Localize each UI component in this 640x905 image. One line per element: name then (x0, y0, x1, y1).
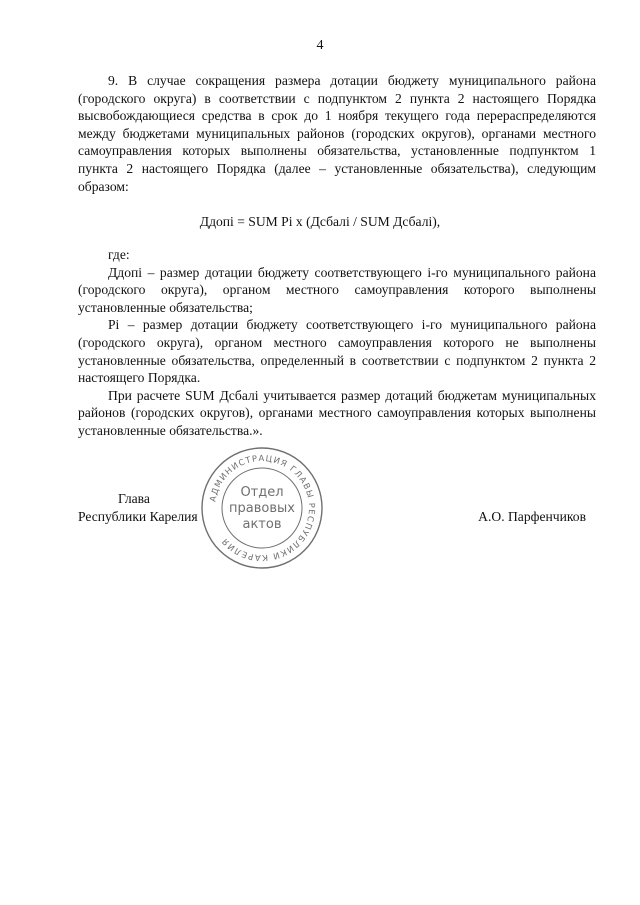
signature-organization: Республики Карелия (78, 509, 198, 524)
stamp-line-1: Отдел (240, 485, 284, 500)
signature-title: Глава (118, 491, 150, 506)
official-stamp (198, 444, 326, 572)
formula: Ддопi = SUM Pi x (Дсбалi / SUM Дсбалi), (199, 214, 441, 229)
page-number: 4 (316, 38, 324, 53)
definition-pi: Pi – размер дотации бюджету соответствующего i-го муниципального района (городского округа), органом местного самоуправления которого не выполнены установленные обязательства, определенный в соответствии с подпунктом 2 пункта 2 настоящего Порядка. (78, 317, 596, 386)
stamp-ring-text: АДМИНИСТРАЦИЯ ГЛАВЫ РЕСПУБЛИКИ КАРЕЛИЯ (207, 452, 318, 564)
definitions-block (78, 246, 596, 440)
paragraph-9: 9. В случае сокращения размера дотации бюджету муниципального района (городского округа) в соответствии с подпунктом 2 пункта 2 настоящего Порядка высвобождающиеся средства в срок до 1 ноября текущего года перераспределяются между бюджетами муниципальных районов (городских округов), органами местного самоуправления которых выполнены обязательства, установленные подпунктом 1 пункта 2 настоящего Порядка (далее – установленные обязательства), следующим образом: (78, 73, 596, 194)
calculation-note: При расчете SUM Дсбалi учитывается размер дотаций бюджетам муниципальных районов (городских округов), органами местного самоуправления которых выполнены установленные обязательства.». (78, 387, 596, 438)
stamp-line-3: актов (242, 517, 282, 532)
where-label: где: (108, 247, 130, 262)
definition-ddop: Ддопi – размер дотации бюджету соответствующего i-го муниципального района (городского округа), органом местного самоуправления которого выполнены установленные обязательства; (78, 264, 596, 315)
signature-name: А.О. Парфенчиков (478, 509, 586, 524)
stamp-line-2: правовых (229, 501, 295, 516)
main-text-block (78, 72, 596, 195)
